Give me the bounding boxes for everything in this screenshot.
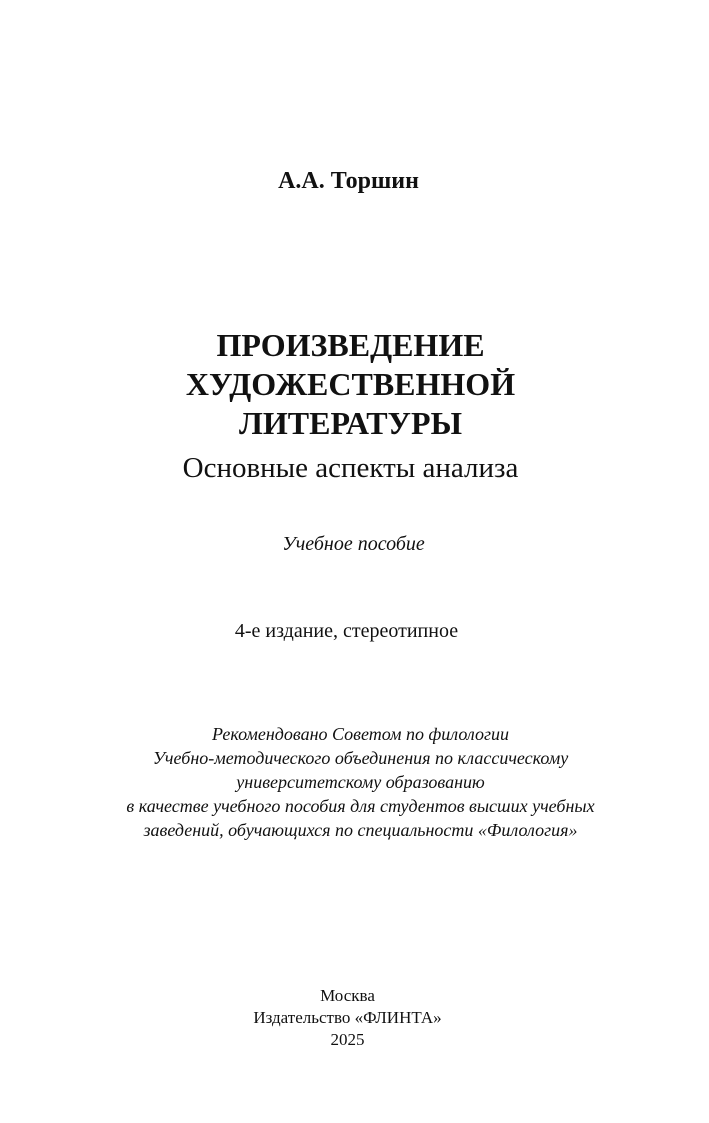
recommendation-line-2: Учебно-методического объединения по классическому	[152, 748, 569, 768]
imprint-city: Москва	[320, 986, 375, 1005]
recommendation-line-4: в качестве учебного пособия для студентов высших учебных	[126, 796, 595, 816]
recommendation-line-5: заведений, обучающихся по специальности «Филология»	[143, 820, 578, 840]
edition-info: 4-е издание, стереотипное	[234, 620, 459, 642]
recommendation-statement	[6, 722, 709, 842]
book-title	[0, 326, 705, 443]
title-line-2: ХУДОЖЕСТВЕННОЙ	[185, 366, 516, 402]
document-type: Учебное пособие	[282, 533, 425, 555]
recommendation-line-1: Рекомендовано Советом по филологии	[212, 724, 509, 744]
title-line-1: ПРОИЗВЕДЕНИЕ	[216, 327, 485, 363]
book-subtitle: Основные аспекты анализа	[182, 452, 519, 484]
publication-imprint	[0, 985, 702, 1051]
title-line-3: ЛИТЕРАТУРЫ	[239, 405, 462, 441]
recommendation-line-3: университетскому образованию	[236, 772, 485, 792]
imprint-year: 2025	[330, 1030, 365, 1049]
imprint-publisher: Издательство «ФЛИНТА»	[253, 1008, 442, 1027]
author-name: А.А. Торшин	[278, 168, 419, 194]
